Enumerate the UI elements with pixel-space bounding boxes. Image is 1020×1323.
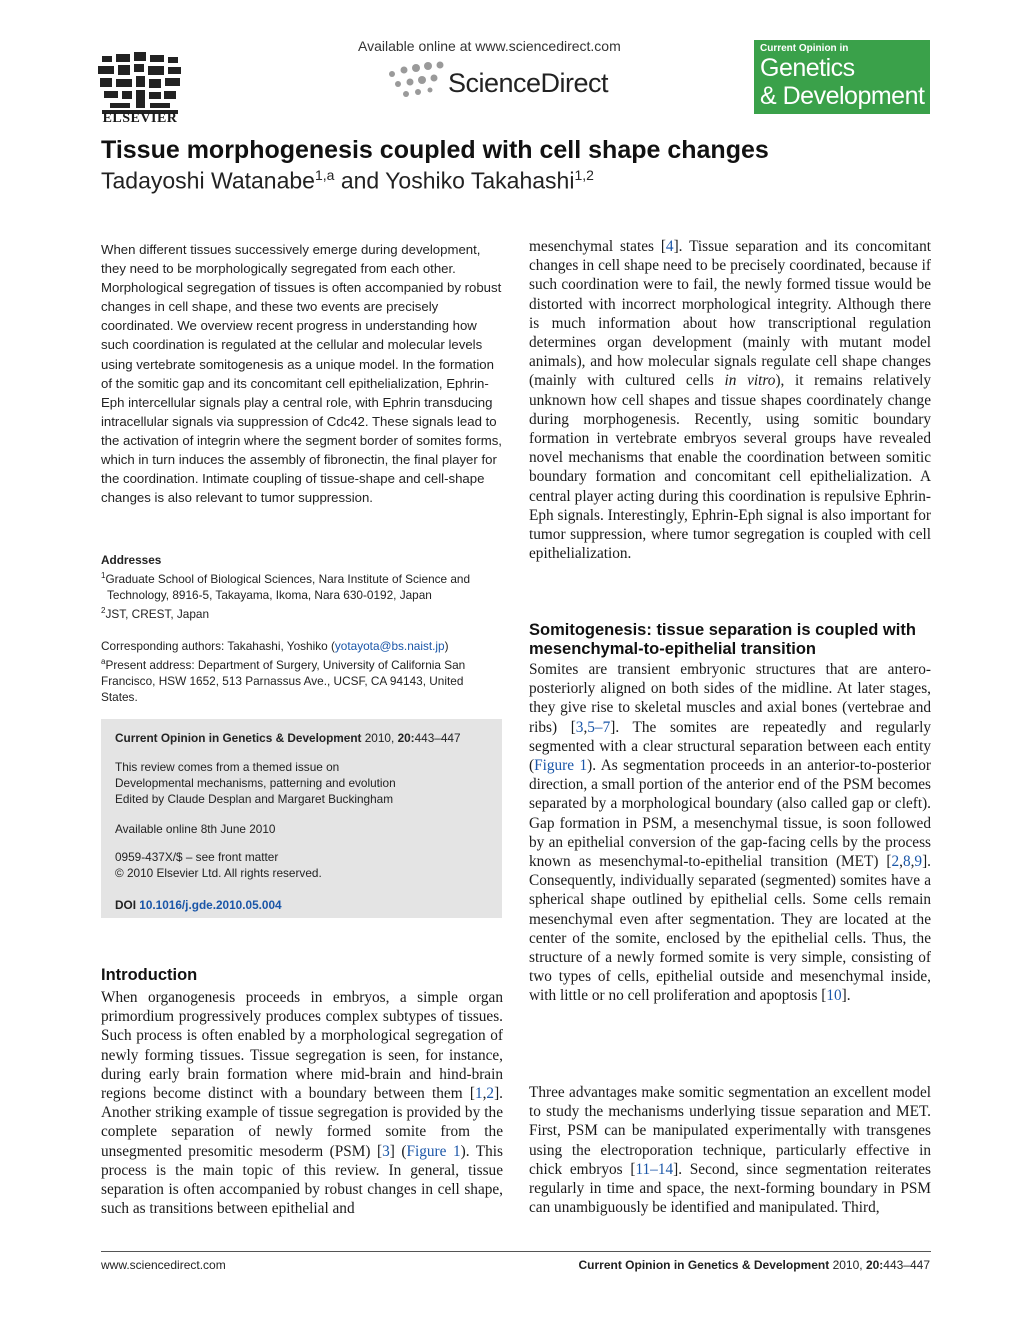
addresses-block (101, 552, 503, 705)
info-pages: 443–447 (414, 731, 461, 745)
footer-website: www.sciencedirect.com (101, 1258, 226, 1272)
author-1-affiliation: 1,a (314, 167, 335, 183)
ref-11-14-link[interactable]: 11–14 (635, 1160, 674, 1178)
info-themed-3: Edited by Claude Desplan and Margaret Buckingham (115, 792, 394, 806)
somitogenesis-heading: Somitogenesis: tissue separation is coupled with mesenchymal-to-epithelial transition (529, 621, 916, 658)
footer-pages: 443–447 (883, 1258, 930, 1272)
ref-4-link[interactable]: 4 (665, 238, 674, 255)
intro-comma-1: , (482, 1085, 487, 1103)
address-1 (101, 568, 503, 603)
ref-5-7-link[interactable]: 5–7 (587, 718, 611, 736)
body-paragraph-2 (529, 660, 931, 1006)
p2-comma-1: , (583, 718, 588, 736)
journal-badge (754, 40, 930, 114)
address-2 (101, 603, 503, 622)
p1-italic-in-vitro: in vitro (724, 372, 776, 390)
info-volume: 20: (397, 731, 415, 745)
info-journal: Current Opinion in Genetics & Development (115, 731, 362, 745)
author-list (101, 167, 594, 195)
p2-comma-2: , (899, 853, 903, 871)
author-2: Yoshiko Takahashi (385, 167, 575, 194)
author-conjunction: and (340, 167, 380, 194)
address-1-number: 1 (101, 571, 106, 580)
address-1-text: Graduate School of Biological Sciences, Nara Institute of Science and Technology, 8916-5, Takayama, Ikoma, Nara 630-0192, Japan (105, 571, 471, 602)
article-info-box (101, 719, 502, 918)
info-doi (115, 897, 282, 913)
sciencedirect-wordmark: ScienceDirect (448, 68, 609, 98)
info-issn: 0959-437X/$ – see front matter (115, 850, 279, 864)
info-available-online: Available online 8th June 2010 (115, 822, 276, 836)
journal-badge-line3: & Development (760, 82, 925, 110)
p2-text-c: ). As segmentation proceeds in an anterior-to-posterior direction, a small portion of the anterior end of the PSM becomes separated by a morphological boundary (also called gap or cleft). Gap formation in PSM, a mesenchymal tissue, is soon followed by an epithelial conversion of the gap-facing cells by the process known as mesenchymal-to-epithelial transition (MET) [ (529, 757, 932, 871)
p3-text-a: Three advantages make somitic segmentation an excellent model to study the mechanisms underlying tissue separation and MET. First, PSM can be manipulated experimentally with transgenes using the electroporation technique, particularly effective in chick embryos [ (529, 1084, 931, 1178)
p3-text-b: ]. Second, since segmentation reiterates regularly in time and space, the next-forming boundary in PSM can unambiguously be identified and manipulated. Third, (529, 1160, 931, 1217)
ref-2-link[interactable]: 2 (486, 1085, 495, 1103)
p2-text-d: ]. Consequently, individually separated (segmented) somites have a spherical shape outlined by epithelial cells. Some cells remain mesenchymal even after segmentation. They are located at the center of the somite, enclosed by the epithelial cells. Thus, the structure of a newly formed somite is very simple, consisting of two types of cells, epithelial outside and mesenchymal inside, with little or no cell proliferation and apoptosis [ (529, 853, 931, 1005)
body-paragraph-3 (529, 1083, 931, 1217)
p1-text-c: ), it remains relatively unknown how cell shapes and tissue shapes coordinately change during morphogenesis. Recently, using somitic boundary formation in vertebrate embryos several groups have revealed novel mechanisms that enable the coordination between somitic boundary formation and concomitant cell epithelialization. A central player acting during this coordination is repulsive Ephrin-Eph signals. Interestingly, Ephrin-Eph signal is also important for tumor suppression, where tumor segregation is coupled with cell epithelialization. (529, 372, 932, 563)
available-online-text: Available online at www.sciencedirect.com (358, 38, 621, 54)
journal-badge-line2: Genetics (760, 54, 855, 82)
present-address-text: Present address: Department of Surgery, University of California San Francisco, HSW 1652, 513 Parnassus Ave., UCSF, CA 94143, United States. (101, 657, 466, 704)
publisher-logo-text: ELSEVIER (102, 111, 178, 126)
addresses-heading: Addresses (101, 553, 162, 567)
ref-2b-link[interactable]: 2 (891, 853, 900, 871)
ref-3b-link[interactable]: 3 (575, 718, 584, 736)
introduction-heading: Introduction (101, 966, 198, 984)
figure-1-link[interactable]: Figure 1 (406, 1142, 461, 1160)
footer-journal: Current Opinion in Genetics & Development (578, 1258, 830, 1272)
p2-text-e: ]. (841, 987, 851, 1005)
footer-volume: 20: (865, 1258, 884, 1272)
corresponding-email-link[interactable]: yotayota@bs.naist.jp (334, 638, 445, 653)
ref-8-link[interactable]: 8 (902, 853, 911, 871)
introduction-paragraph (101, 988, 503, 1218)
body-paragraph-1 (529, 237, 931, 563)
footer-divider (101, 1251, 931, 1252)
info-doi-label: DOI (115, 898, 136, 912)
intro-text-4: ). This process is the main topic of this review. In general, tissue separation is often accompanied by robust changes in cell shape, such as transitions between epithelial and (101, 1142, 503, 1218)
info-citation (115, 730, 461, 746)
p1-text-b: ]. Tissue separation and its concomitant changes in cell shape need to be precisely coordinated, because if such coordination were to fail, the newly formed tissue would be distorted with incorrect morphological integrity. Although there is much information about how transcriptional regulation determines organ development (mainly with mutant model animals), and how molecular signals regulate cell shape changes (mainly with cultured cells (529, 238, 931, 390)
intro-text-1: When organogenesis proceeds in embryos, a simple organ primordium progressively produces complex subtypes of tissues. Such process is often enabled by a morphological segregation of newly forming tissues. Tissue segregation is seen, for instance, during early brain formation where mid-brain and hind-brain regions become distinct with a boundary between them [ (101, 989, 503, 1103)
info-copyright: © 2010 Elsevier Ltd. All rights reserved. (115, 866, 322, 880)
p2-comma-3: , (910, 853, 915, 871)
p2-text-b: ]. The somites are repeatedly and regularly segmented with a clear structural separation between each entity ( (529, 718, 931, 775)
address-2-text: JST, CREST, Japan (105, 606, 210, 621)
ref-10-link[interactable]: 10 (826, 987, 842, 1005)
intro-text-2: ]. Another striking example of tissue segregation is provided by the complete separation of newly formed somite from the unsegmented presomitic mesoderm (PSM) [ (101, 1085, 503, 1160)
corresponding-label: Corresponding authors: Takahashi, Yoshiko ( (101, 638, 335, 653)
author-1: Tadayoshi Watanabe (101, 167, 315, 194)
p1-text-a: mesenchymal states [ (529, 238, 666, 255)
ref-1-link[interactable]: 1 (474, 1085, 483, 1103)
info-themed-1: This review comes from a themed issue on (115, 760, 340, 774)
address-2-number: 2 (101, 605, 106, 615)
corresponding-close: ) (444, 638, 449, 653)
figure-1b-link[interactable]: Figure 1 (534, 757, 588, 775)
info-year: 2010, (364, 731, 395, 745)
journal-badge-line1: Current Opinion in (760, 43, 849, 54)
corresponding-authors (101, 638, 503, 654)
footer-year: 2010, (832, 1258, 863, 1272)
p2-text-a: Somites are transient embryonic structures that are antero-posteriorly aligned on both sides of the midline. At later stages, they give rise to skeletal muscles and axial bones (vertebrae and ribs) [ (529, 661, 931, 736)
info-doi-link[interactable]: 10.1016/j.gde.2010.05.004 (139, 898, 282, 912)
intro-text-3: ] ( (389, 1142, 407, 1160)
abstract: When different tissues successively emerge during development, they need to be morphologically segregated from each other. Morphological segregation of tissues is often accompanied by robust changes in cell shape, and these two events are precisely coordinated. We overview recent progress in understanding how such coordination is regulated at the cellular and molecular levels using vertebrate somitogenesis as a unique model. In the formation of the somitic gap and its concomitant cell epithelialization, Ephrin-Eph intercellular signals play a central role, with Ephrin transducing intracellular signals via suppression of Cdc42. These signals lead to the activation of integrin where the segment border of somites forms, which in turn induces the assembly of fibronectin, the final player for the coordination. Intimate coupling of tissue-shape and cell-shape changes is also relevant to tumor suppression. (101, 242, 502, 506)
footer-citation (579, 1258, 930, 1272)
author-2-affiliation: 1,2 (574, 167, 594, 183)
article-title: Tissue morphogenesis coupled with cell shape changes (101, 136, 769, 164)
info-themed-2: Developmental mechanisms, patterning and evolution (115, 776, 396, 790)
ref-3-link[interactable]: 3 (382, 1142, 390, 1160)
ref-9-link[interactable]: 9 (914, 853, 923, 871)
present-address (101, 654, 503, 705)
present-address-mark: a (101, 656, 106, 666)
